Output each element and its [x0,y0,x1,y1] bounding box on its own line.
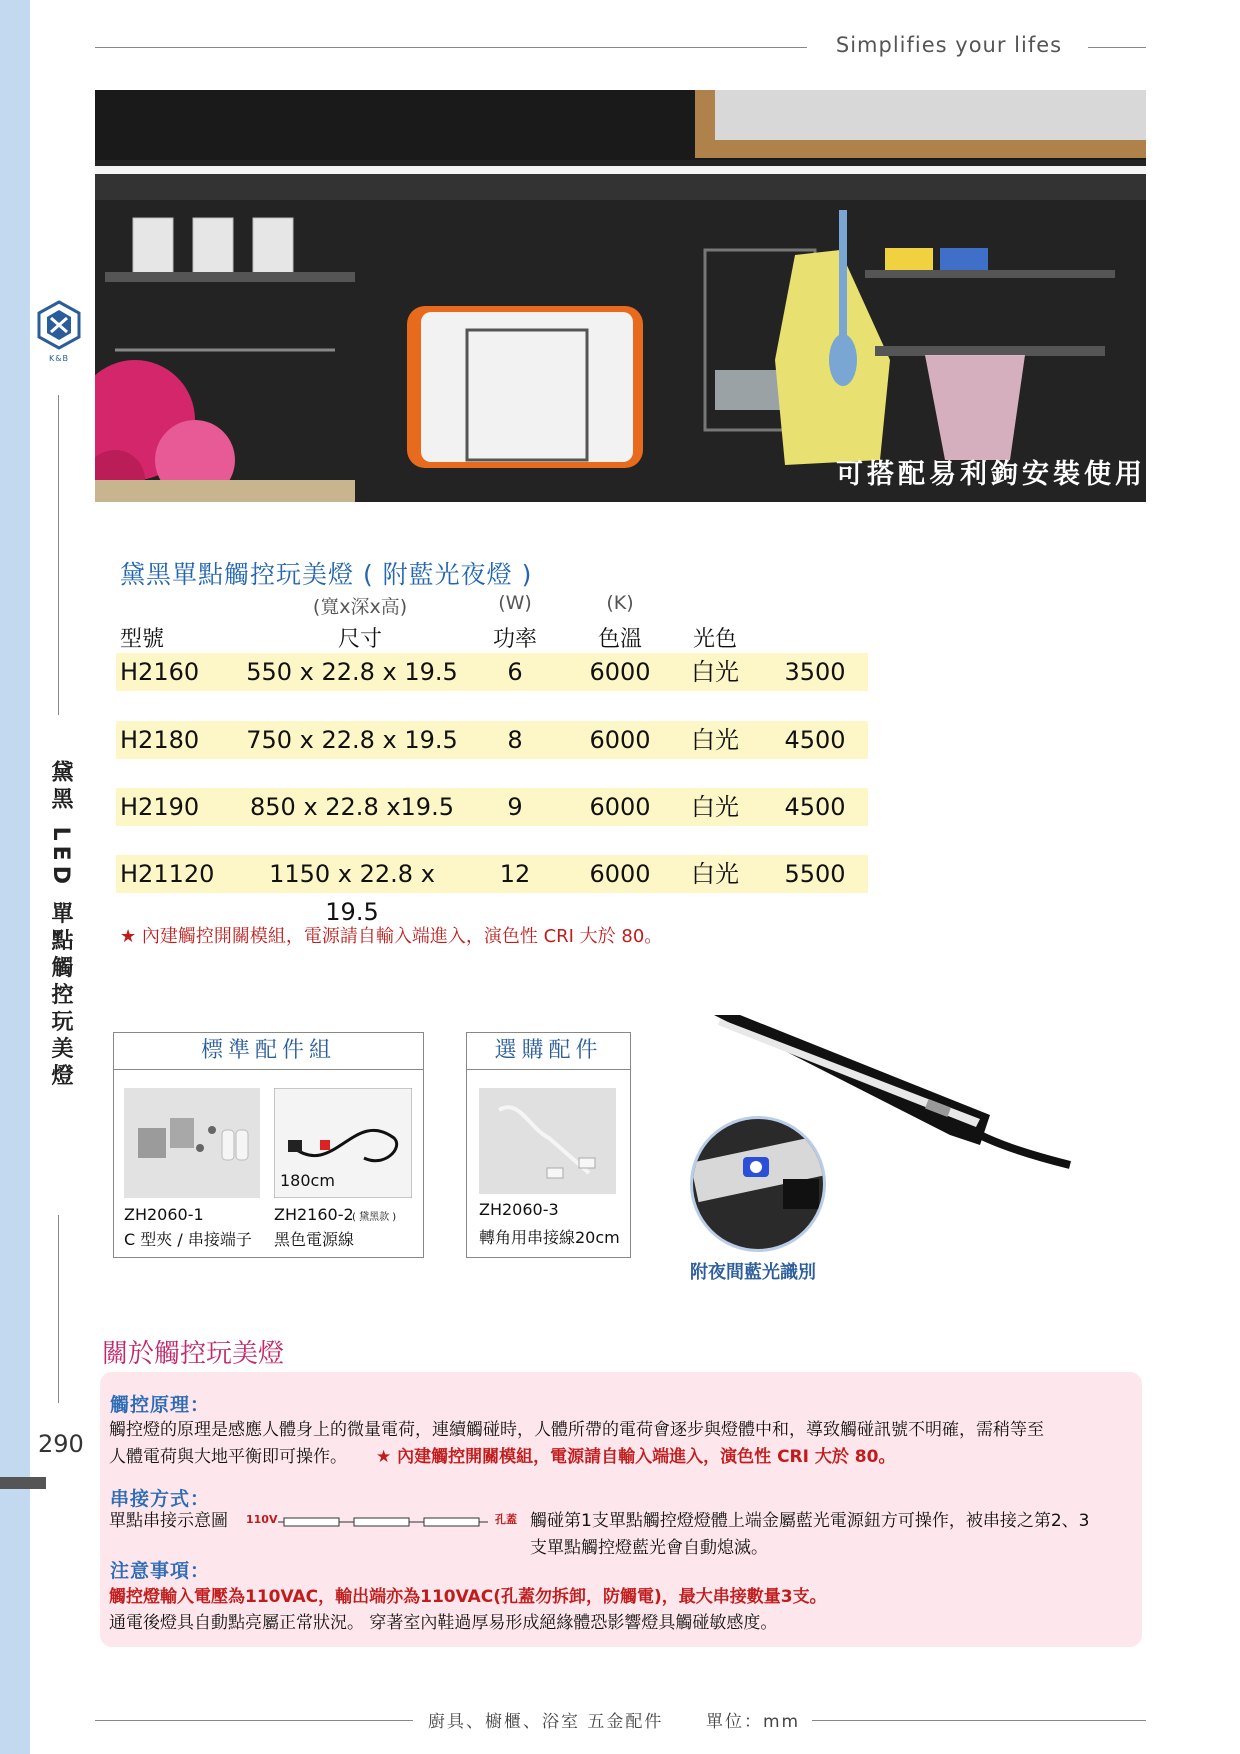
side-divider [58,395,59,715]
col-temp: 色溫 [597,627,642,652]
unit-power: (W) [498,592,532,614]
header-tagline: Simplifies your lifes [835,33,1063,57]
cell-power: 6 [507,658,523,686]
cell-model: H2160 [120,658,200,686]
principle-note: ★ 內建觸控開關模組，電源請自輸入端進入，演色性 CRI 大於 80。 [376,1447,896,1467]
connect-line-1: 觸碰第1支單點觸控燈燈體上端金屬藍光電源鈕方可操作，被串接之第2、3 [530,1511,1090,1531]
accessory-desc: 轉角用串接線20cm [479,1228,620,1247]
brand-logo-text: K&B [49,354,69,363]
product-note: ★ 內建觸控開關模組，電源請自輸入端進入，演色性 CRI 大於 80。 [120,926,663,947]
accessory-code-note: ( 黛黑款 ) [352,1212,397,1223]
side-color-bar [0,0,30,1754]
col-power: 功率 [492,627,537,652]
product-title: 黛黑單點觸控玩美燈 ( 附藍光夜燈 ) [120,560,533,589]
cell-model: H2190 [120,793,200,821]
connect-line-2: 支單點觸控燈藍光會自動熄滅。 [530,1538,768,1558]
about-title: 關於觸控玩美燈 [102,1339,285,1369]
principle-line-2: 人體電荷與大地平衡即可操作。 [109,1447,347,1467]
cell-size: 750 x 22.8 x 19.5 [246,726,458,754]
series-diagram [278,1514,492,1530]
cell-model: H21120 [120,860,215,888]
cell-power: 9 [507,793,523,821]
cell-power: 8 [507,726,523,754]
side-divider [58,1215,59,1403]
cell-price: 4500 [784,726,846,754]
accessory-desc: 黑色電源線 [274,1230,355,1249]
unit-temp: (K) [606,592,634,614]
cell-temp: 6000 [589,793,651,821]
corner-cable-photo [479,1088,616,1194]
cell-light: 白光 [691,860,739,888]
cell-light: 白光 [691,726,739,754]
principle-heading: 觸控原理： [110,1394,211,1416]
caution-line-2: 通電後燈具自動點亮屬正常狀況。 穿著室內鞋過厚易形成絕緣體恐影響燈具觸碰敏感度。 [109,1613,778,1633]
optional-accessories-box [466,1032,631,1258]
col-light: 光色 [692,627,737,652]
unit-size: (寬x深x高) [312,596,408,618]
cell-model: H2180 [120,726,200,754]
optional-accessories-heading: 選購配件 [467,1033,630,1070]
caution-line-1: 觸控燈輸入電壓為110VAC，輸出端亦為110VAC(孔蓋勿拆卸，防觸電)，最大串接數量3支。 [109,1587,827,1607]
accessory-code: ZH2060-3 [479,1200,559,1219]
footer-rule [95,1720,413,1721]
header-rule [95,47,807,48]
footer-unit: 單位：mm [706,1712,801,1732]
accessory-desc: C 型夾 / 串接端子 [124,1230,252,1249]
footer-category: 廚具、櫥櫃、浴室 五金配件 [428,1712,664,1732]
accessory-code: ZH2160-2 [274,1205,354,1224]
cell-temp: 6000 [589,726,651,754]
page-number: 290 [38,1430,84,1458]
cell-temp: 6000 [589,860,651,888]
night-light-closeup [690,1116,826,1252]
col-model: 型號 [120,627,165,652]
section-vertical-title: 黛黑 LED 單點觸控玩美燈 [48,760,73,1091]
standard-accessories-box [113,1032,424,1258]
header-rule [1088,47,1146,48]
about-panel [100,1372,1142,1647]
diagram-end-label: 孔蓋 [495,1513,517,1526]
cell-light: 白光 [691,658,739,686]
col-size: 尺寸 [337,627,382,652]
connect-diagram-label: 單點串接示意圖 [109,1511,228,1531]
cell-price: 5500 [784,860,846,888]
principle-line-1: 觸控燈的原理是感應人體身上的微量電荷，連續觸碰時，人體所帶的電荷會逐步與燈體中和，導致觸碰訊號不明確，需稍等至 [109,1420,1044,1440]
clip-connector-photo [124,1088,260,1198]
cell-size: 550 x 22.8 x 19.5 [246,658,458,686]
cell-temp: 6000 [589,658,651,686]
accessory-code: ZH2060-1 [124,1205,204,1224]
footer-rule [812,1720,1146,1721]
cell-size: 850 x 22.8 x19.5 [250,793,454,821]
cell-price: 3500 [784,658,846,686]
cord-length-label: 180cm [280,1171,335,1190]
product-photo [95,90,1146,502]
cell-size: 1150 x 22.8 x 19.5 [269,860,435,926]
page-number-bar [0,1477,46,1489]
standard-accessories-heading: 標準配件組 [114,1033,423,1070]
cell-price: 4500 [784,793,846,821]
photo-caption: 可搭配易利鉤安裝使用 [836,459,1146,490]
cell-light: 白光 [691,793,739,821]
diagram-voltage: 110V [246,1513,278,1526]
connect-heading: 串接方式： [110,1488,211,1510]
night-light-icon [693,1119,823,1249]
caution-heading: 注意事項： [110,1560,211,1582]
cell-power: 12 [499,860,531,888]
night-light-label: 附夜間藍光識別 [690,1262,816,1283]
